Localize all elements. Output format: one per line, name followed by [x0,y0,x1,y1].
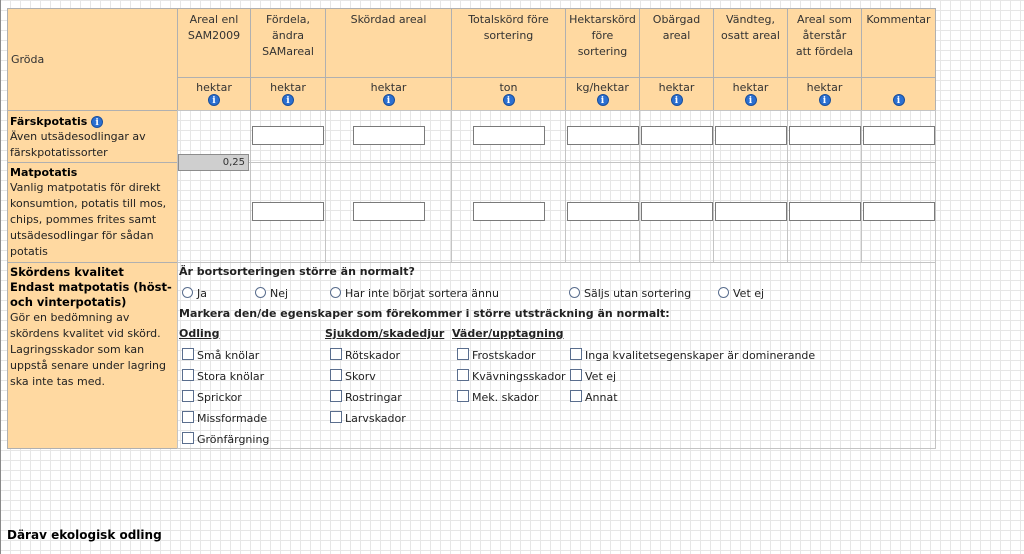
data-cell [177,162,251,263]
header-column-title: Areal som återstår att fördela [795,13,854,58]
checkbox-label: Kvävningsskador [472,370,566,383]
header-unit-label: hektar [370,81,407,94]
input-farsk-col-8[interactable] [789,126,861,145]
checkbox-label: Mek. skador [472,391,539,404]
checkbox-label: Rötskador [345,349,401,362]
input-mat-col-5[interactable] [567,202,639,221]
input-mat-col-2[interactable] [252,202,324,221]
header-column-title: Vändteg, osatt areal [721,13,780,42]
input-farsk-col-5[interactable] [567,126,639,145]
input-mat-col-7[interactable] [715,202,787,221]
checkbox[interactable] [182,390,194,402]
radio-label: Ja [197,287,207,300]
radio-label: Vet ej [733,287,765,300]
header-unit-cell-8 [787,77,862,111]
radio-0[interactable] [182,287,193,298]
header-column-6 [639,8,714,78]
checkbox[interactable] [457,348,469,360]
sam-area-value: 0,25 [178,154,249,171]
info-icon[interactable]: i [383,94,395,106]
header-unit-cell-5 [565,77,640,111]
header-unit-cell-6 [639,77,714,111]
input-mat-col-9[interactable] [863,202,935,221]
checkbox[interactable] [570,348,582,360]
header-unit-label: hektar [658,81,695,94]
input-farsk-col-6[interactable] [641,126,713,145]
checkbox-label: Larvskador [345,412,406,425]
checkbox-label: Små knölar [197,349,260,362]
header-column-9 [861,8,936,78]
window-left-border [0,0,1,554]
header-unit-cell-1 [177,77,251,111]
header-column-7 [713,8,788,78]
checkbox-label: Grönfärgning [197,433,270,446]
radio-label: Säljs utan sortering [584,287,692,300]
radio-1[interactable] [255,287,266,298]
checkbox-label: Stora knölar [197,370,265,383]
checkbox-label: Inga kvalitetsegenskaper är dominerande [585,349,816,362]
radio-label: Har inte börjat sortera ännu [345,287,499,300]
info-icon[interactable]: i [745,94,757,106]
header-column-title: Kommentar [866,13,931,26]
header-unit-label: hektar [270,81,306,94]
header-column-title: Totalskörd före sortering [468,13,549,42]
group-title: Odling [179,327,220,340]
header-crop-cell [7,8,178,111]
checkbox-label: Frostskador [472,349,536,362]
input-mat-col-8[interactable] [789,202,861,221]
checkbox[interactable] [457,369,469,381]
row-title: Färskpotatis [10,115,88,128]
header-column-4 [451,8,566,78]
checkbox-label: Sprickor [197,391,242,404]
input-mat-col-3[interactable] [353,202,425,221]
row-description: Gör en bedömning av skördens kvalitet vid skörd. Lagringsskador som kan uppstå senare under lagring ska inte tas med. [10,311,166,388]
input-farsk-col-4[interactable] [473,126,545,145]
checkbox[interactable] [330,348,342,360]
info-icon[interactable]: i [91,116,103,128]
checkbox-label: Rostringar [345,391,402,404]
checkbox[interactable] [182,411,194,423]
checkbox[interactable] [182,369,194,381]
header-column-title: Obärgad areal [652,13,701,42]
info-icon[interactable]: i [819,94,831,106]
header-column-2 [250,8,326,78]
input-farsk-col-2[interactable] [252,126,324,145]
header-column-3 [325,8,452,78]
info-icon[interactable]: i [208,94,220,106]
input-farsk-col-9[interactable] [863,126,935,145]
input-farsk-col-7[interactable] [715,126,787,145]
row-subtitle: Endast matpotatis (höst- och vinterpotatis) [10,280,172,309]
checkbox-label: Vet ej [585,370,617,383]
info-icon[interactable]: i [671,94,683,106]
header-crop-label: Gröda [11,53,45,66]
radio-3[interactable] [569,287,580,298]
checkbox[interactable] [457,390,469,402]
row-title: Skördens kvalitet [10,265,124,279]
header-unit-cell-4 [451,77,566,111]
checkbox[interactable] [330,390,342,402]
eco-heading: Därav ekologisk odling [7,528,162,542]
input-mat-col-6[interactable] [641,202,713,221]
checkbox[interactable] [182,348,194,360]
header-unit-cell-7 [713,77,788,111]
radio-2[interactable] [330,287,341,298]
header-column-8 [787,8,862,78]
row-skordens-kvalitet [7,262,178,449]
checkbox[interactable] [570,369,582,381]
info-icon[interactable]: i [893,94,905,106]
row-title: Matpotatis [10,166,78,179]
input-mat-col-4[interactable] [473,202,545,221]
row-farskpotatis [7,110,178,163]
header-unit-label: kg/hektar [576,81,629,94]
checkbox[interactable] [330,411,342,423]
radio-label: Nej [270,287,289,300]
checkbox-label: Skorv [345,370,376,383]
header-unit-label: ton [499,81,518,94]
header-column-title: Hektarskörd före sortering [569,13,636,58]
question-egenskaper: Markera den/de egenskaper som förekommer i större utsträckning än normalt: [179,307,670,320]
row-description: Vanlig matpotatis för direkt konsumtion, potatis till mos, chips, pommes frites samt utsädesodlingar för sådan potatis [10,181,167,258]
header-unit-cell-3 [325,77,452,111]
header-unit-label: hektar [196,81,232,94]
checkbox-label: Missformade [197,412,268,425]
checkbox-label: Annat [585,391,618,404]
header-column-5 [565,8,640,78]
header-unit-label: hektar [732,81,769,94]
header-unit-label: hektar [806,81,843,94]
checkbox[interactable] [570,390,582,402]
info-icon[interactable]: i [597,94,609,106]
row-matpotatis [7,162,178,263]
header-column-1 [177,8,251,78]
header-unit-cell-2 [250,77,326,111]
quality-cell [177,262,936,449]
header-column-title: Fördela, ändra SAMareal [262,13,314,58]
input-farsk-col-3[interactable] [353,126,425,145]
header-unit-cell-9 [861,77,936,111]
info-icon[interactable]: i [282,94,294,106]
group-title: Väder/upptagning [452,327,564,340]
question-bortsortering: Är bortsorteringen större än normalt? [179,265,415,278]
checkbox[interactable] [330,369,342,381]
header-column-title: Areal enl SAM2009 [187,13,241,42]
info-icon[interactable]: i [503,94,515,106]
header-column-title: Skördad areal [350,13,427,26]
checkbox[interactable] [182,432,194,444]
group-title: Sjukdom/skadedjur [325,327,445,340]
row-description: Även utsädesodlingar av färskpotatissorter [10,130,146,159]
radio-4[interactable] [718,287,729,298]
